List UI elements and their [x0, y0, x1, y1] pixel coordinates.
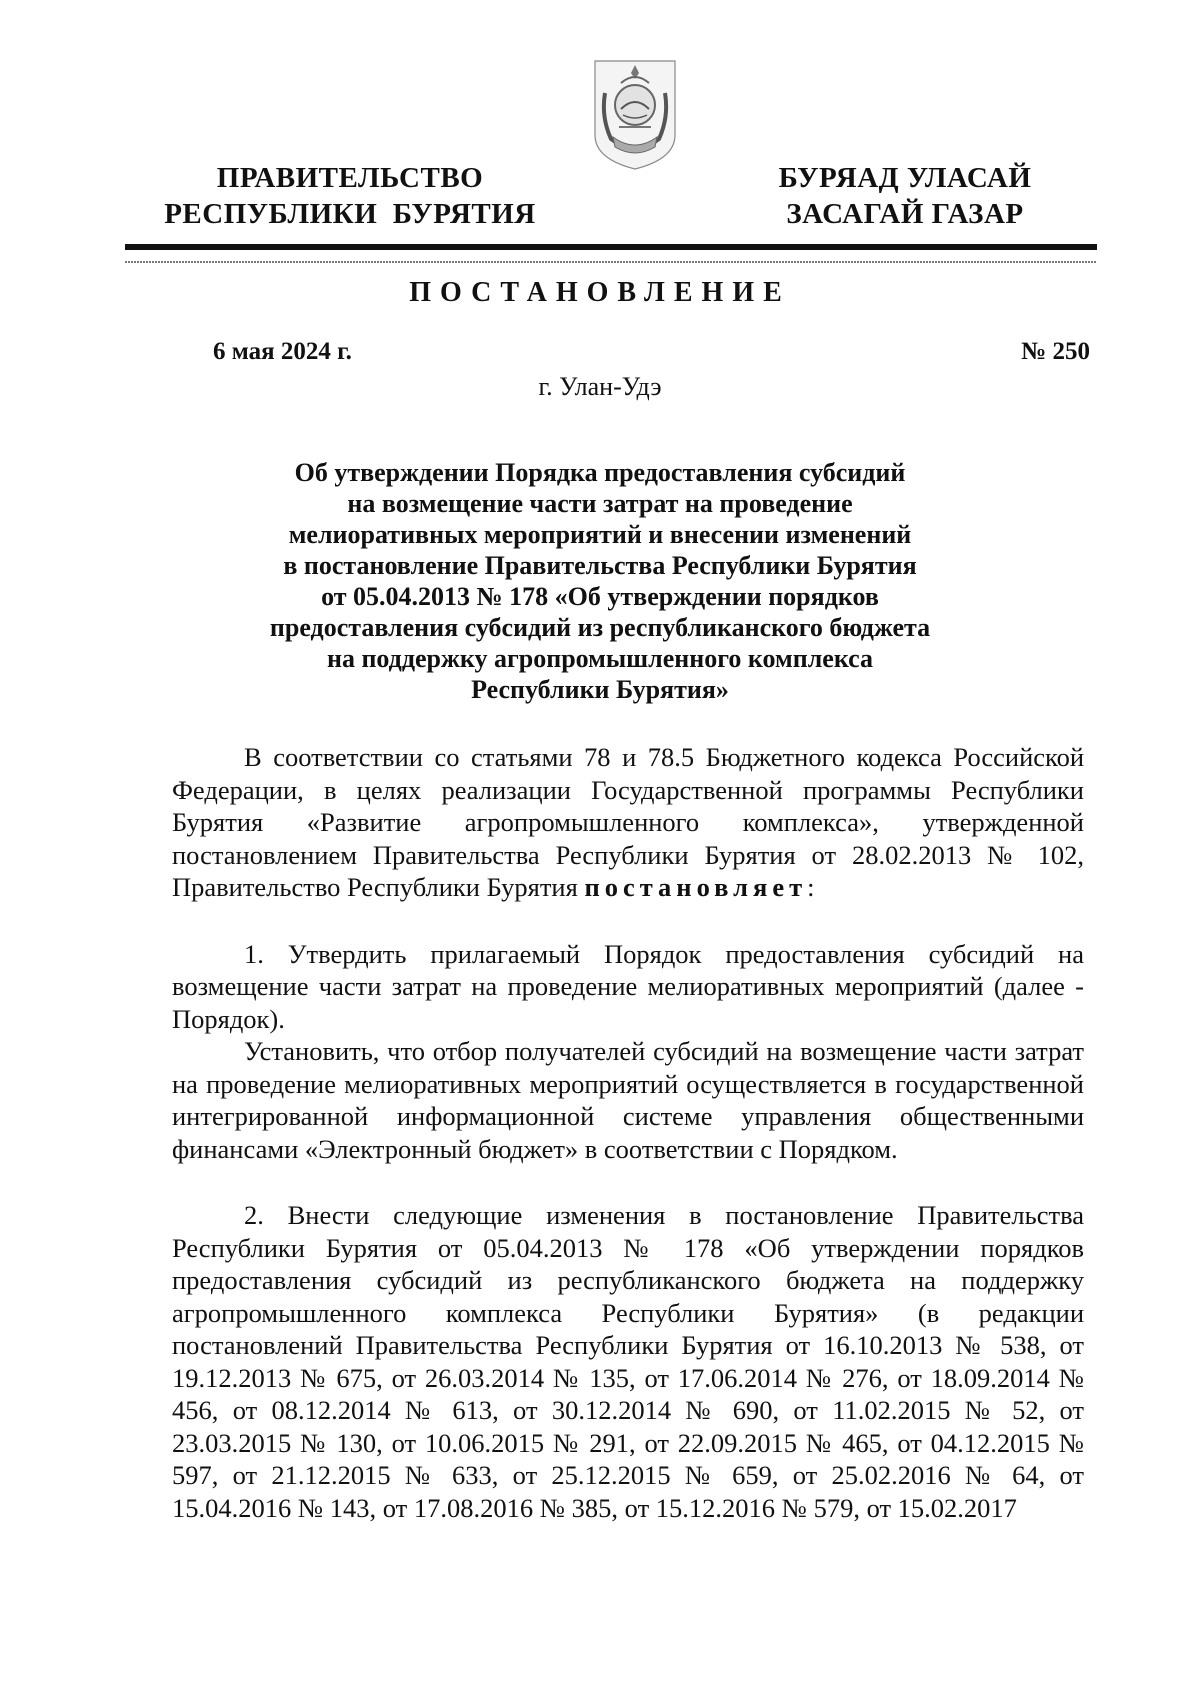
- header-divider-thin: [125, 261, 1097, 263]
- preamble-text: В соответствии со статьями 78 и 78.5 Бюджетного кодекса Российской Федерации, в целях реализации Государственной программы Республики Бурятия «Развитие агропромышленного комплекса», утвержденной постановлением Правительства Республики Бурятия от 28.02.2013 № 102, Правительство Республики Бурятия: [172, 742, 1084, 902]
- coat-of-arms-icon: [591, 57, 679, 173]
- title-line: предоставления субсидий из республиканского бюджета: [269, 613, 931, 642]
- document-date: 6 мая 2024 г.: [213, 338, 352, 365]
- title-line: мелиоративных мероприятий и внесении изменений: [288, 520, 912, 549]
- title-line: в постановление Правительства Республики Бурятия: [283, 551, 917, 580]
- government-name-russian: [150, 160, 550, 232]
- title-line: Об утверждении Порядка предоставления субсидий: [294, 458, 906, 487]
- title-line: Республики Бурятия»: [471, 675, 729, 704]
- government-name-buryat: [740, 160, 1070, 232]
- preamble-colon: :: [807, 872, 815, 902]
- header-right-line-2: ЗАСАГАЙ ГАЗАР: [786, 198, 1024, 230]
- document-type: ПОСТАНОВЛЕНИЕ: [409, 277, 791, 308]
- title-line: от 05.04.2013 № 178 «Об утверждении порядков: [321, 582, 879, 611]
- header-left-line-1: ПРАВИТЕЛЬСТВО: [216, 162, 484, 194]
- document-title: [230, 457, 970, 705]
- document-city: г. Улан-Удэ: [538, 372, 662, 401]
- document-number: № 250: [1021, 338, 1090, 365]
- title-line: на возмещение части затрат на проведение: [347, 489, 853, 518]
- header-right-line-1: БУРЯАД УЛАСАЙ: [778, 162, 1032, 194]
- title-line: на поддержку агропромышленного комплекса: [326, 644, 874, 673]
- resolves-word: постановляет: [584, 872, 808, 902]
- preamble-paragraph: [172, 741, 1084, 904]
- clause-1-paragraph: 1. Утвердить прилагаемый Порядок предоставления субсидий на возмещение части затрат на проведение мелиоративных мероприятий (далее - Порядок).: [172, 938, 1084, 1034]
- header-divider-thick: [125, 244, 1097, 250]
- header-left-line-2: РЕСПУБЛИКИ БУРЯТИЯ: [164, 198, 536, 230]
- document-body: [172, 741, 1084, 1524]
- clause-2-paragraph: 2. Внести следующие изменения в постановление Правительства Республики Бурятия от 05.04.2013 № 178 «Об утверждении порядков предоставления субсидий из республиканского бюджета на поддержку агропромышленного комплекса Республики Бурятия» (в редакции постановлений Правительства Республики Бурятия от 16.10.2013 № 538, от 19.12.2013 № 675, от 26.03.2014 № 135, от 17.06.2014 № 276, от 18.09.2014 № 456, от 08.12.2014 № 613, от 30.12.2014 № 690, от 11.02.2015 № 52, от 23.03.2015 № 130, от 10.06.2015 № 291, от 22.09.2015 № 465, от 04.12.2015 № 597, от 21.12.2015 № 633, от 25.12.2015 № 659, от 25.02.2016 № 64, от 15.04.2016 № 143, от 17.08.2016 № 385, от 15.12.2016 № 579, от 15.02.2017: [172, 1200, 1084, 1523]
- clause-1-selection-paragraph: Установить, что отбор получателей субсидий на возмещение части затрат на проведение мелиоративных мероприятий осуществляется в государственной интегрированной информационной системе управления общественными финансами «Электронный бюджет» в соответствии с Порядком.: [172, 1036, 1084, 1164]
